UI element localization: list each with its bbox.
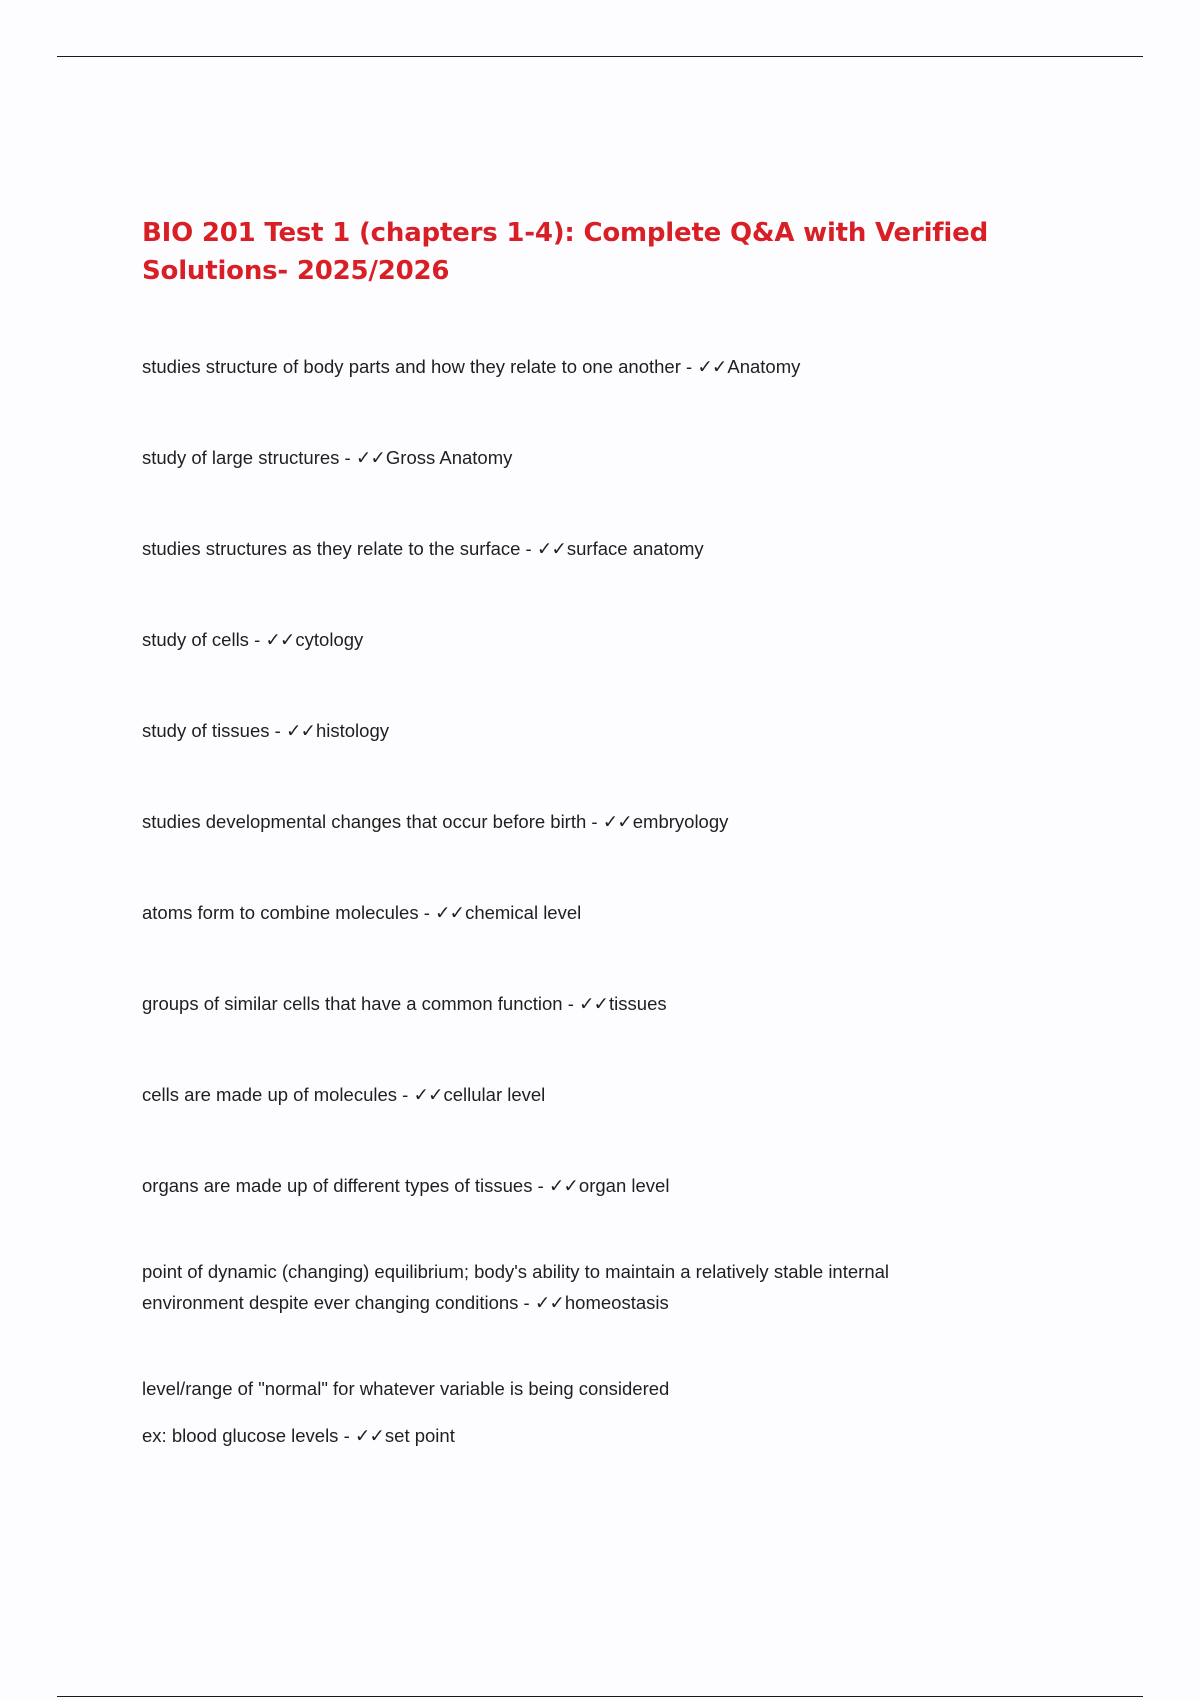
question-text: groups of similar cells that have a common function xyxy=(142,993,563,1014)
bottom-rule xyxy=(57,1696,1143,1697)
qa-item xyxy=(142,351,1042,382)
separator: - xyxy=(269,720,286,741)
answer-text: surface anatomy xyxy=(566,538,704,559)
check-icon: ✓✓ xyxy=(697,356,727,377)
qa-item xyxy=(142,806,1042,837)
separator: - xyxy=(586,811,603,832)
question-text: studies structures as they relate to the surface xyxy=(142,538,521,559)
answer-text: chemical level xyxy=(465,902,582,923)
qa-item xyxy=(142,1256,982,1318)
separator: - xyxy=(562,993,580,1014)
separator: - xyxy=(520,538,537,559)
question-text: study of cells xyxy=(142,629,249,650)
qa-item xyxy=(142,624,1042,655)
separator: - xyxy=(338,1425,355,1446)
question-text: studies developmental changes that occur before birth xyxy=(142,811,587,832)
answer-text: histology xyxy=(315,720,389,741)
document-title: BIO 201 Test 1 (chapters 1-4): Complete Q&A with Verified Solutions- 2025/2026 xyxy=(142,218,988,286)
check-icon: ✓✓ xyxy=(265,629,295,650)
question-text: cells are made up of molecules xyxy=(142,1084,398,1105)
answer-text: homeostasis xyxy=(564,1292,669,1313)
qa-item xyxy=(142,1373,1042,1451)
check-icon: ✓✓ xyxy=(548,1175,578,1196)
check-icon: ✓✓ xyxy=(602,811,632,832)
separator: - xyxy=(397,1084,414,1105)
separator: - xyxy=(680,356,698,377)
answer-text: Anatomy xyxy=(727,356,801,377)
question-text: ex: blood glucose levels xyxy=(142,1425,339,1446)
check-icon: ✓✓ xyxy=(355,447,385,468)
question-text: point of dynamic (changing) equilibrium; body's ability to maintain a relatively stable internal environment despite ever changing conditions xyxy=(142,1261,890,1313)
answer-text: cellular level xyxy=(443,1084,546,1105)
question-text: study of large structures xyxy=(142,447,340,468)
qa-item xyxy=(142,715,1042,746)
question-line-1: level/range of "normal" for whatever variable is being considered xyxy=(142,1378,670,1399)
check-icon: ✓✓ xyxy=(413,1084,443,1105)
question-text: studies structure of body parts and how they relate to one another xyxy=(142,356,681,377)
answer-text: Gross Anatomy xyxy=(385,447,513,468)
check-icon: ✓✓ xyxy=(536,538,566,559)
answer-text: tissues xyxy=(609,993,667,1014)
qa-item xyxy=(142,1170,1042,1201)
qa-item xyxy=(142,897,1042,928)
separator: - xyxy=(518,1292,535,1313)
separator: - xyxy=(418,902,436,923)
separator: - xyxy=(339,447,356,468)
qa-item xyxy=(142,1079,1042,1110)
qa-item xyxy=(142,442,1042,473)
check-icon: ✓✓ xyxy=(354,1425,384,1446)
question-text: atoms form to combine molecules xyxy=(142,902,419,923)
qa-item xyxy=(142,533,1042,564)
answer-text: set point xyxy=(384,1425,455,1446)
question-line-2 xyxy=(142,1420,1042,1451)
check-icon: ✓✓ xyxy=(579,993,609,1014)
answer-text: cytology xyxy=(295,629,364,650)
check-icon: ✓✓ xyxy=(534,1292,564,1313)
qa-item xyxy=(142,988,1042,1019)
answer-text: organ level xyxy=(578,1175,670,1196)
check-icon: ✓✓ xyxy=(285,720,315,741)
answer-text: embryology xyxy=(632,811,729,832)
separator: - xyxy=(248,629,266,650)
check-icon: ✓✓ xyxy=(435,902,465,923)
separator: - xyxy=(532,1175,549,1196)
top-rule xyxy=(57,56,1143,57)
question-text: organs are made up of different types of tissues xyxy=(142,1175,533,1196)
question-text: study of tissues xyxy=(142,720,270,741)
